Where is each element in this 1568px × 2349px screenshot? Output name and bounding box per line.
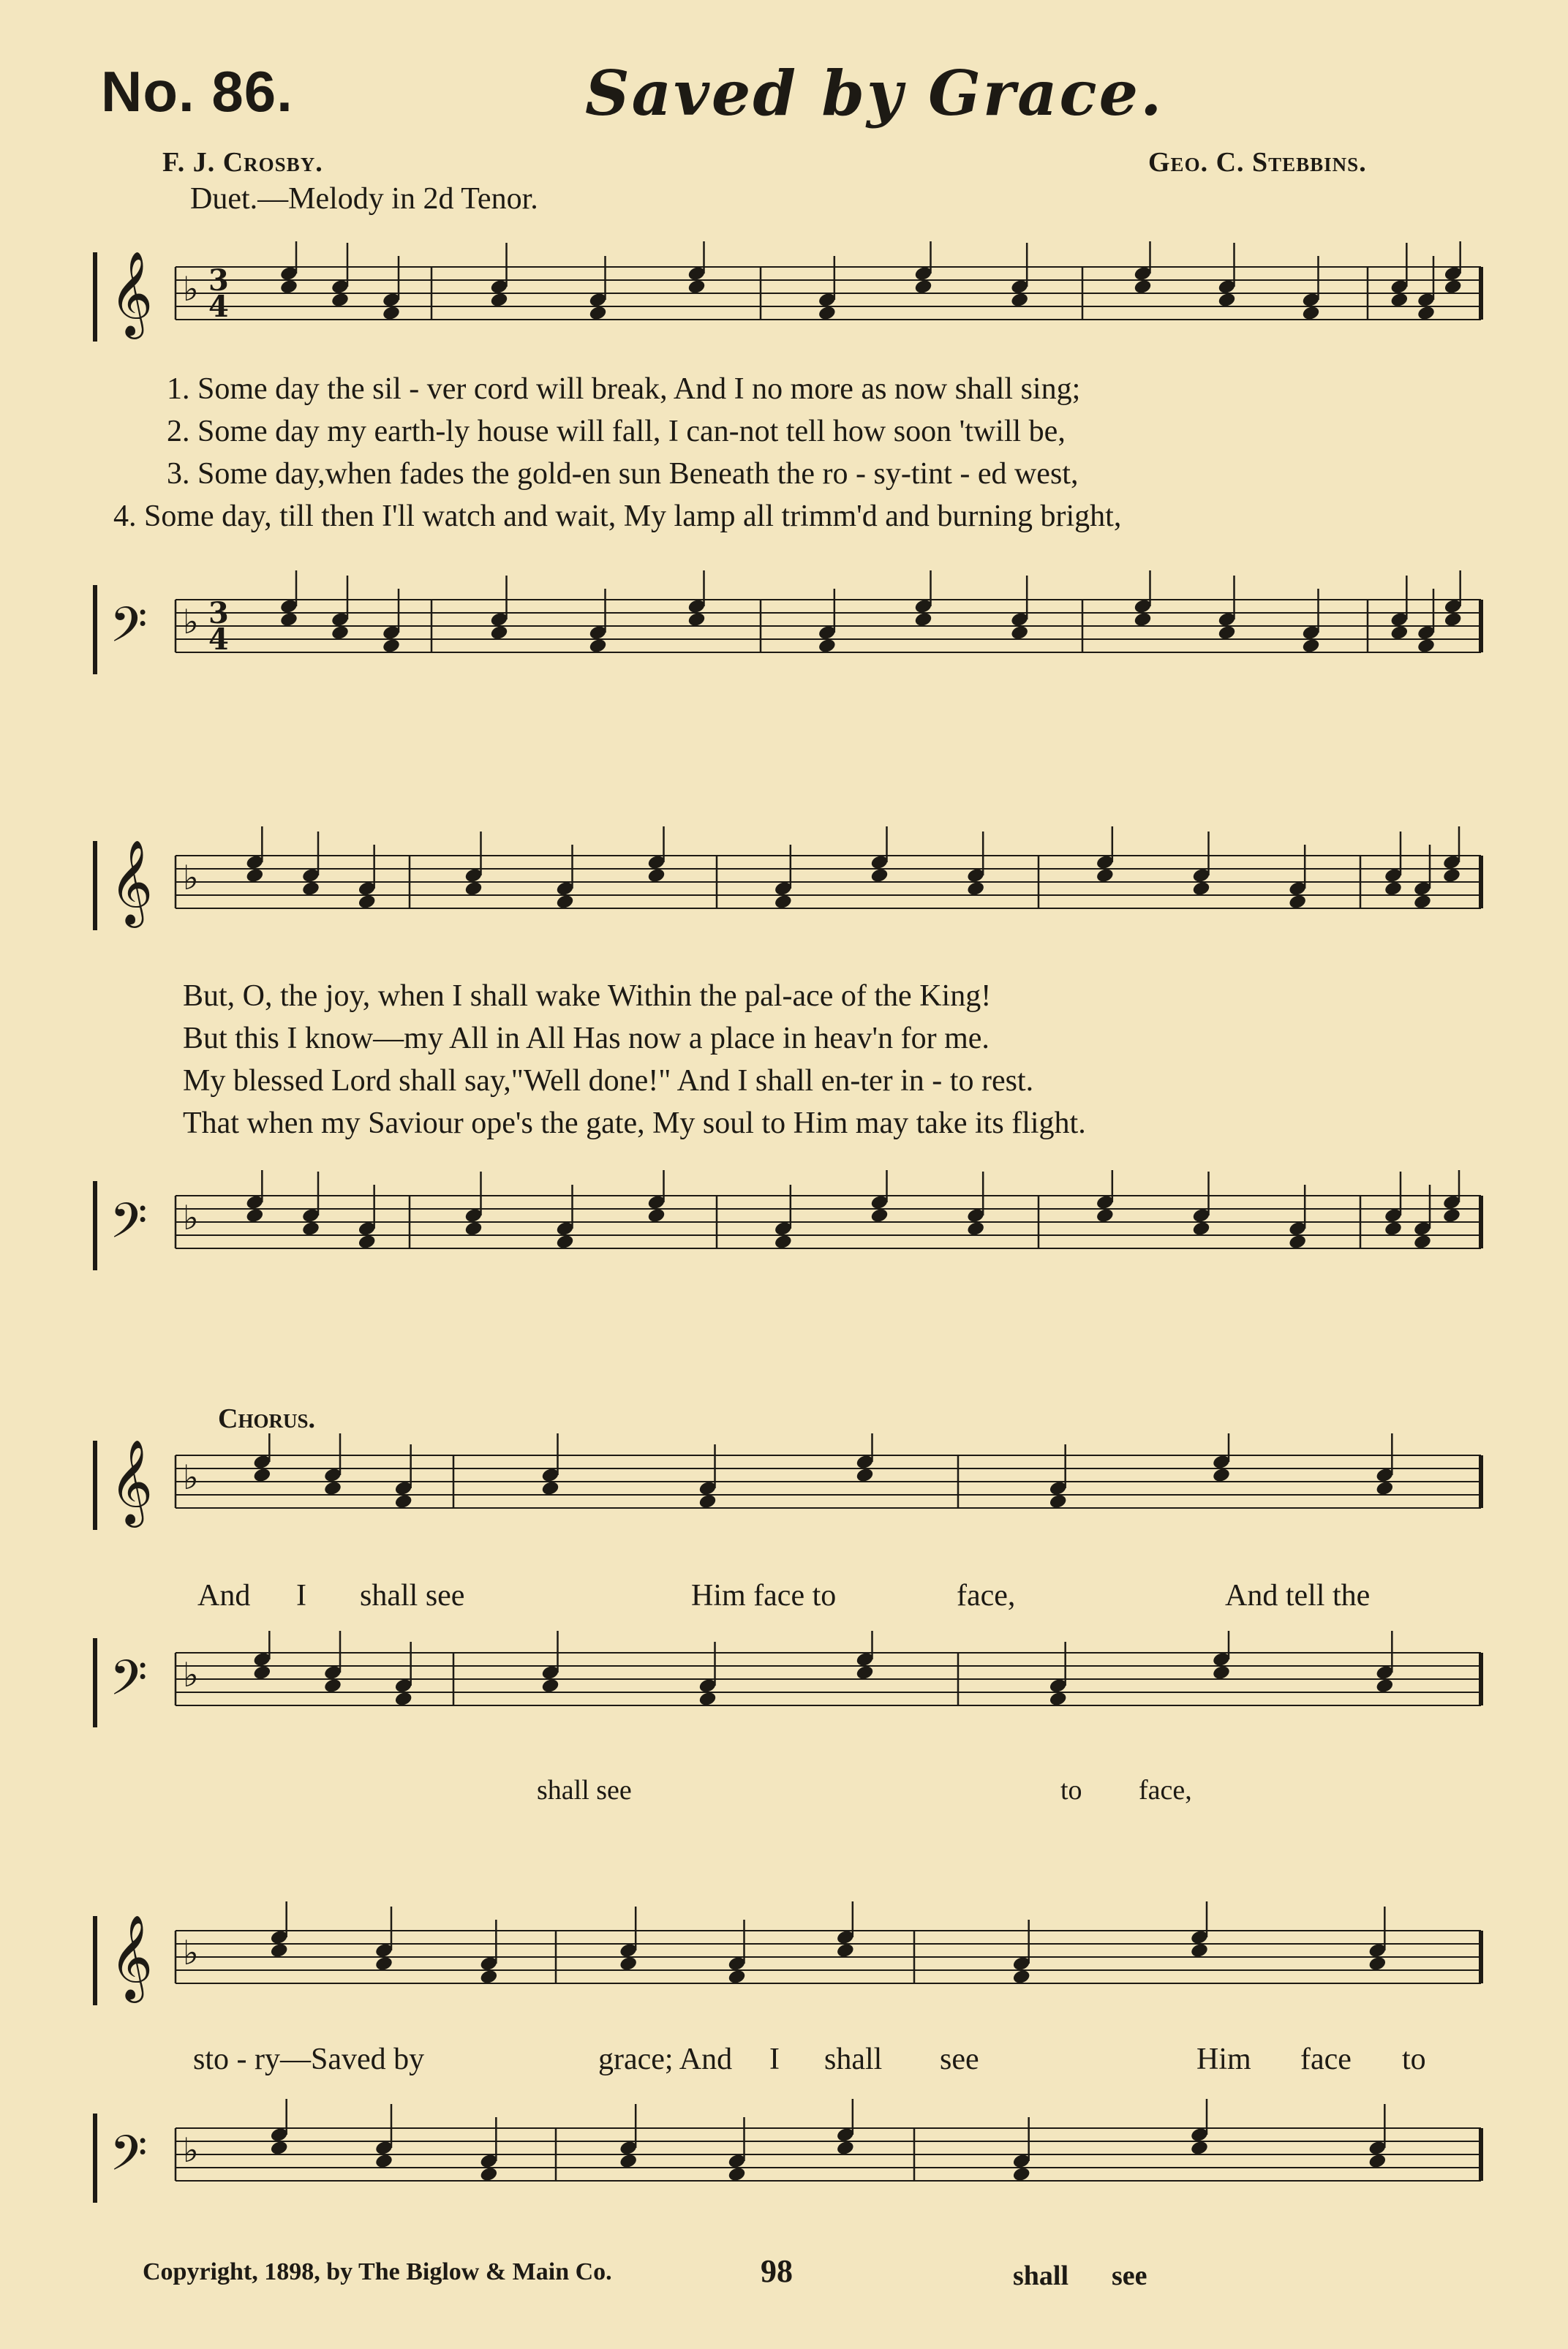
note-head-icon [464, 832, 483, 897]
note-head-icon [1288, 845, 1307, 910]
note-head-icon [1375, 1433, 1394, 1496]
verse-4-line-b: That when my Saviour ope's the gate, My soul to Him may take its flight. [183, 1106, 1086, 1140]
system-4-treble [88, 1901, 1492, 2033]
verse-2-line-a: 2. Some day my earth-ly house will fall, I can-not tell how soon 'twill be, [167, 415, 1066, 448]
note-head-icon [358, 845, 377, 910]
note-head-icon [382, 589, 401, 654]
note-head-icon [323, 1433, 342, 1496]
note-head-icon [588, 589, 607, 654]
note-head-icon [1301, 589, 1320, 654]
note-head-icon [555, 845, 574, 910]
chorus-word: And tell the [1225, 1579, 1371, 1613]
note-head-icon [394, 1642, 413, 1707]
note-head-icon [331, 243, 350, 308]
note-head-icon [1096, 1170, 1115, 1223]
bass-clef-icon: 𝄢 [110, 2125, 148, 2193]
performance-direction: Duet.—Melody in 2d Tenor. [190, 182, 538, 216]
note-head-icon [479, 2117, 498, 2182]
page-number: 98 [761, 2253, 793, 2289]
note-head-icon [374, 1907, 393, 1972]
note-head-icon [489, 243, 508, 308]
note-head-icon [1413, 1185, 1432, 1250]
note-head-icon [374, 2104, 393, 2169]
chorus-word: grace; And [598, 2043, 733, 2076]
chorus-word: shall see [360, 1579, 465, 1613]
chorus-word: shall [824, 2043, 883, 2076]
note-head-icon [1442, 1170, 1461, 1223]
note-head-icon [1301, 256, 1320, 321]
note-head-icon [647, 1170, 666, 1223]
note-head-icon [619, 1907, 638, 1972]
note-head-icon [1217, 243, 1236, 308]
time-signature-icon: 3 [208, 263, 229, 298]
bass-clef-icon: 𝄢 [110, 1650, 148, 1718]
treble-clef-icon: 𝄞 [110, 1439, 154, 1524]
bass-clef-icon: 𝄢 [110, 597, 148, 665]
copyright-notice: Copyright, 1898, by The Biglow & Main Co. [143, 2258, 612, 2285]
note-head-icon [331, 576, 350, 641]
time-signature-icon: 3 [208, 596, 229, 630]
note-head-icon [1417, 256, 1436, 321]
note-head-icon [1049, 1642, 1068, 1707]
note-head-icon [966, 832, 985, 897]
hymn-title: Saved by Grace. [585, 57, 1164, 129]
chorus-word: to [1402, 2043, 1426, 2076]
note-head-icon [323, 1631, 342, 1694]
flat-sign-icon: ♭ [183, 858, 199, 897]
note-head-icon [1375, 1631, 1394, 1694]
treble-clef-icon: 𝄞 [110, 1914, 154, 1999]
chorus-word: face [1300, 2043, 1352, 2076]
note-head-icon [774, 845, 793, 910]
note-head-icon [301, 1172, 320, 1237]
system-3-treble [88, 1433, 1492, 1558]
note-head-icon [855, 1631, 874, 1681]
note-head-icon [698, 1642, 717, 1707]
lyricist-credit: F. J. Crosby. [162, 147, 323, 178]
time-signature-icon: 4 [208, 622, 229, 657]
chorus-word: I [296, 1579, 306, 1613]
note-head-icon [966, 1172, 985, 1237]
system-1-treble [88, 241, 1492, 351]
chorus-word: I [769, 2043, 780, 2076]
note-head-icon [1049, 1444, 1068, 1509]
chorus-word: Him face to [691, 1579, 837, 1613]
flat-sign-icon: ♭ [183, 1655, 199, 1694]
note-head-icon [1191, 832, 1210, 897]
note-head-icon [1217, 576, 1236, 641]
bass-word: shall [1013, 2261, 1069, 2291]
note-head-icon [464, 1172, 483, 1237]
note-head-icon [1288, 1185, 1307, 1250]
verse-1-line-a: 1. Some day the sil - ver cord will break, And I no more as now shall sing; [167, 372, 1081, 406]
verse-3-line-b: My blessed Lord shall say,"Well done!" And I shall en-ter in - to rest. [183, 1064, 1034, 1098]
chorus-label: Chorus. [218, 1403, 315, 1434]
note-head-icon [1133, 241, 1152, 295]
flat-sign-icon: ♭ [183, 1933, 199, 1972]
note-head-icon [252, 1631, 271, 1681]
bass-word: face, [1139, 1775, 1192, 1806]
flat-sign-icon: ♭ [183, 602, 199, 641]
verse-4-line-a: 4. Some day, till then I'll watch and wait, My lamp all trimm'd and burning bright, [113, 499, 1122, 533]
note-head-icon [252, 1433, 271, 1483]
note-head-icon [394, 1444, 413, 1509]
bass-word: to [1060, 1775, 1082, 1806]
note-head-icon [1012, 2117, 1031, 2182]
bass-clef-icon: 𝄢 [110, 1193, 148, 1261]
note-head-icon [818, 256, 837, 321]
note-head-icon [540, 1631, 559, 1694]
note-head-icon [1390, 576, 1409, 641]
hymn-number: No. 86. [101, 59, 293, 124]
verse-1-line-b: But, O, the joy, when I shall wake Within the pal-ace of the King! [183, 979, 992, 1013]
note-head-icon [1191, 1172, 1210, 1237]
note-head-icon [279, 241, 298, 295]
note-head-icon [1444, 241, 1463, 295]
note-head-icon [1384, 832, 1403, 897]
verse-3-line-a: 3. Some day,when fades the gold-en sun Beneath the ro - sy-tint - ed west, [167, 457, 1079, 491]
system-1-bass [88, 570, 1492, 739]
system-4-bass [88, 2099, 1492, 2245]
note-head-icon [245, 1170, 264, 1223]
system-2-bass [88, 1170, 1492, 1338]
treble-clef-icon: 𝄞 [110, 839, 154, 924]
note-head-icon [479, 1920, 498, 1985]
chorus-word: sto - ry—Saved by [193, 2043, 425, 2076]
note-head-icon [698, 1444, 717, 1509]
note-head-icon [1390, 243, 1409, 308]
note-head-icon [687, 241, 706, 295]
treble-clef-icon: 𝄞 [110, 250, 154, 336]
system-3-bass [88, 1631, 1492, 1755]
note-head-icon [870, 1170, 889, 1223]
note-head-icon [1368, 2104, 1387, 2169]
bass-word: see [1112, 2261, 1147, 2291]
note-head-icon [588, 256, 607, 321]
note-head-icon [1010, 243, 1029, 308]
chorus-word: face, [957, 1579, 1016, 1613]
note-head-icon [540, 1433, 559, 1496]
note-head-icon [358, 1185, 377, 1250]
note-head-icon [774, 1185, 793, 1250]
chorus-word: And [197, 1579, 251, 1613]
note-head-icon [489, 576, 508, 641]
flat-sign-icon: ♭ [183, 2130, 199, 2170]
note-head-icon [727, 1920, 746, 1985]
flat-sign-icon: ♭ [183, 1198, 199, 1237]
chorus-word: see [940, 2043, 979, 2076]
note-head-icon [1012, 1920, 1031, 1985]
note-head-icon [301, 832, 320, 897]
note-head-icon [382, 256, 401, 321]
note-head-icon [555, 1185, 574, 1250]
time-signature-icon: 4 [208, 290, 229, 324]
note-head-icon [1010, 576, 1029, 641]
composer-credit: Geo. C. Stebbins. [1148, 147, 1367, 178]
note-head-icon [818, 589, 837, 654]
flat-sign-icon: ♭ [183, 1458, 199, 1497]
note-head-icon [1212, 1433, 1231, 1483]
note-head-icon [855, 1433, 874, 1483]
note-head-icon [1413, 845, 1432, 910]
note-head-icon [913, 241, 932, 295]
flat-sign-icon: ♭ [183, 269, 199, 309]
chorus-word: Him [1196, 2043, 1251, 2076]
note-head-icon [1417, 589, 1436, 654]
note-head-icon [1368, 1907, 1387, 1972]
bass-word: shall see [537, 1775, 632, 1806]
system-2-treble [88, 826, 1492, 973]
note-head-icon [727, 2117, 746, 2182]
note-head-icon [1212, 1631, 1231, 1681]
note-head-icon [1384, 1172, 1403, 1237]
verse-2-line-b: But this I know—my All in All Has now a place in heav'n for me. [183, 1022, 990, 1055]
note-head-icon [619, 2104, 638, 2169]
